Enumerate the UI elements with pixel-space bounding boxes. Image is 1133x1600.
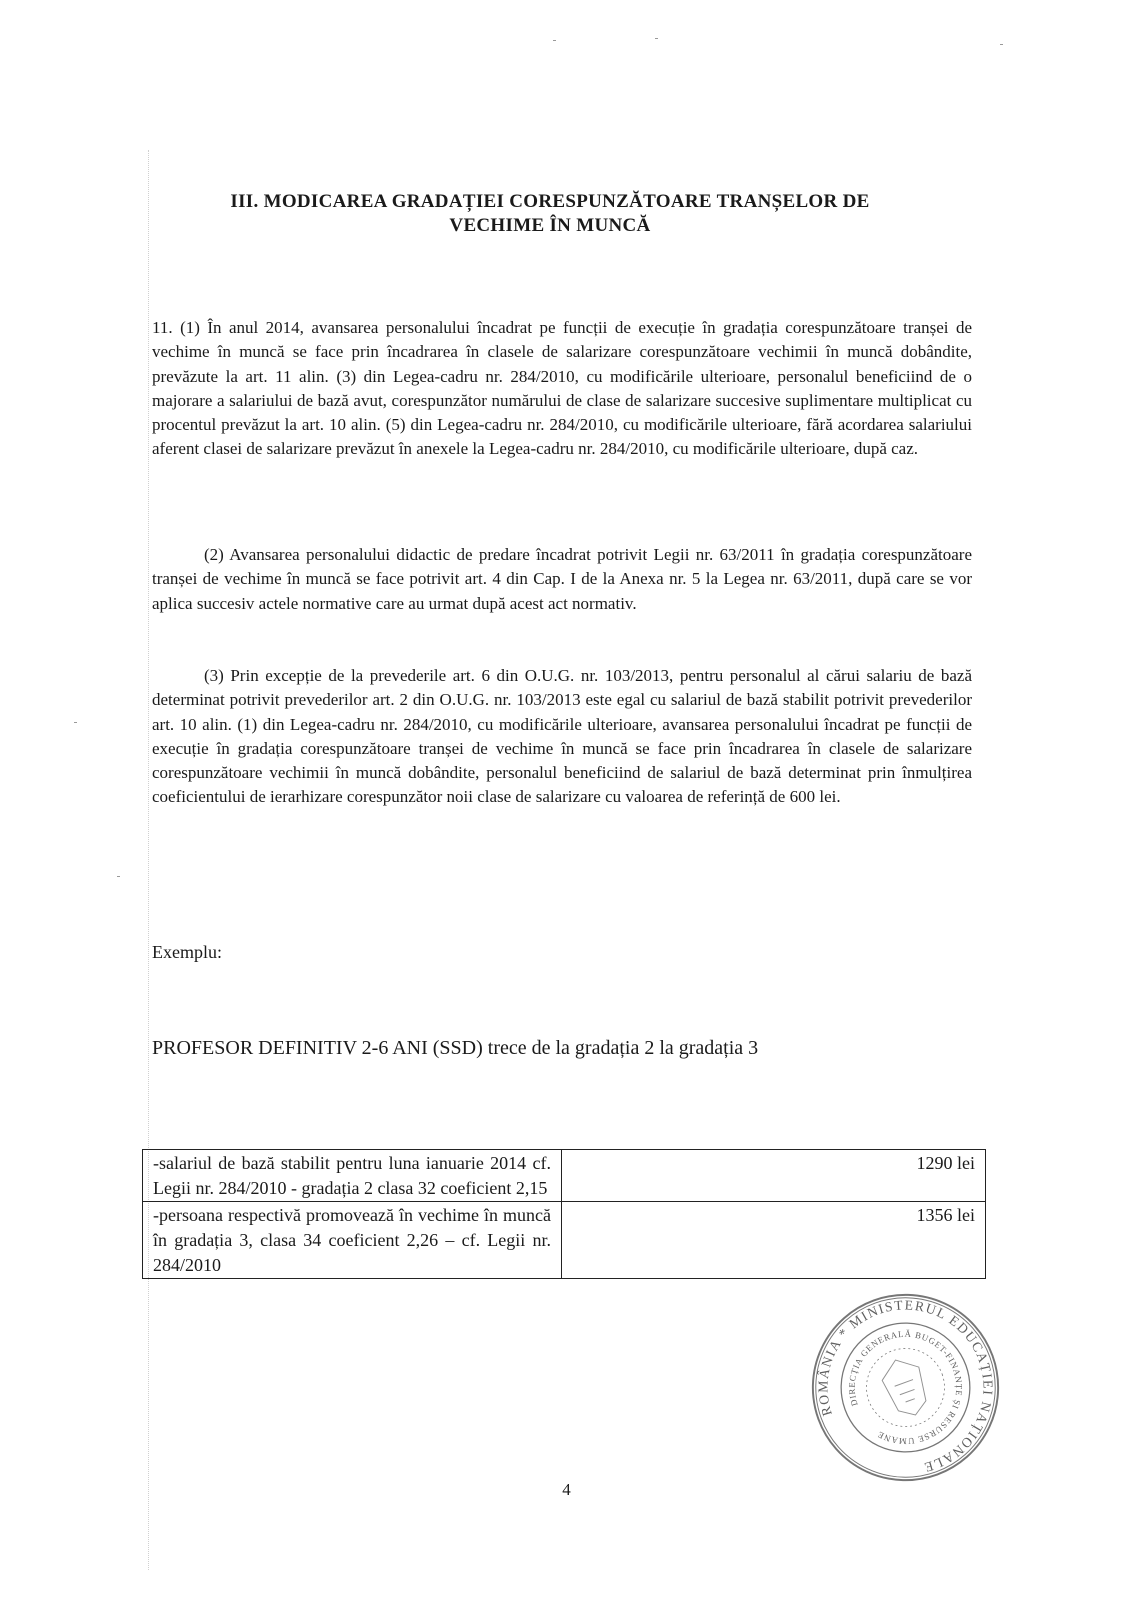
salary-table bbox=[142, 1149, 986, 1279]
paragraph-2-text: (2) Avansarea personalului didactic de predare încadrat potrivit Legii nr. 63/2011 în gradația corespunzătoare tranșei de vechime în muncă se face potrivit art. 4 din Cap. I de la Anexa nr. 5 la Legea nr. 63/2011, după care se vor aplica succesiv actele normative care au urmat după acest act normativ. bbox=[152, 545, 972, 613]
scan-speck bbox=[1000, 44, 1003, 45]
stamp-outer-text: ROMÂNIA * MINISTERUL EDUCAȚIEI NAȚIONALE bbox=[815, 1297, 996, 1476]
table-cell-value: 1356 lei bbox=[562, 1202, 986, 1279]
stamp-inner-text: DIRECȚIA GENERALĂ BUGET-FINANȚE ȘI RESURSE UMANE bbox=[846, 1328, 965, 1447]
paragraph-3-text: (3) Prin excepție de la prevederile art. 6 din O.U.G. nr. 103/2013, pentru personalul al cărui salariu de bază determinat potrivit prevederilor art. 2 din O.U.G. nr. 103/2013 este egal cu salariul de bază stabilit potrivit prevederilor art. 10 alin. (1) din Legea-cadru nr. 284/2010, cu modificările ulterioare, avansarea personalului încadrat pe funcții de execuție în gradația corespunzătoare tranșei de vechime în muncă se face prin încadrarea în clasele de salarizare corespunzătoare vechimii în muncă dobândite, personalul beneficiind de salariul de bază determinat prin înmulțirea coeficientului de ierarhizare corespunzător noii clase de salarizare cu valoarea de referință de 600 lei. bbox=[152, 666, 972, 807]
official-stamp bbox=[808, 1290, 1003, 1485]
page-number: 4 bbox=[562, 1480, 571, 1499]
scan-margin-line bbox=[148, 150, 149, 1570]
heading-line-2: VECHIME ÎN MUNCĂ bbox=[449, 215, 651, 236]
paragraph-2 bbox=[152, 543, 972, 616]
paragraph-1: 11. (1) În anul 2014, avansarea personalului încadrat pe funcții de execuție în gradația corespunzătoare tranșei de vechime în muncă se face prin încadrarea în clasele de salarizare corespunzătoare vechimii în muncă dobândite, prevăzute la art. 11 alin. (3) din Legea-cadru nr. 284/2010, cu modificările ulterioare, personalul beneficiind de o majorare a salariului de bază avut, corespunzător numărului de clase de salarizare succesive suplimentare multiplicat cu procentul prevăzut la art. 10 alin. (5) din Legea-cadru nr. 284/2010, cu modificările ulterioare, fără acordarea salariului aferent clasei de salarizare prevăzut în anexele la Legea-cadru nr. 284/2010, cu modificările ulterioare, după caz. bbox=[152, 318, 972, 459]
scan-speck bbox=[655, 38, 658, 39]
paragraph-3 bbox=[152, 664, 972, 810]
table-row bbox=[143, 1202, 986, 1279]
scan-speck bbox=[553, 40, 556, 41]
scan-speck bbox=[74, 722, 77, 723]
example-label: Exemplu: bbox=[152, 942, 222, 962]
example-title: PROFESOR DEFINITIV 2-6 ANI (SSD) trece de la gradația 2 la gradația 3 bbox=[152, 1037, 759, 1059]
scan-speck bbox=[117, 876, 120, 877]
table-cell-description: -persoana respectivă promovează în vechime în muncă în gradația 3, clasa 34 coeficient 2,26 – cf. Legii nr. 284/2010 bbox=[143, 1202, 562, 1279]
table-cell-description: -salariul de bază stabilit pentru luna ianuarie 2014 cf. Legii nr. 284/2010 - gradația 2 clasa 32 coeficient 2,15 bbox=[143, 1150, 562, 1202]
section-heading bbox=[150, 190, 950, 238]
table-row bbox=[143, 1150, 986, 1202]
heading-line-1: III. MODICAREA GRADAȚIEI CORESPUNZĂTOARE TRANȘELOR DE bbox=[230, 191, 870, 212]
table-cell-value: 1290 lei bbox=[562, 1150, 986, 1202]
